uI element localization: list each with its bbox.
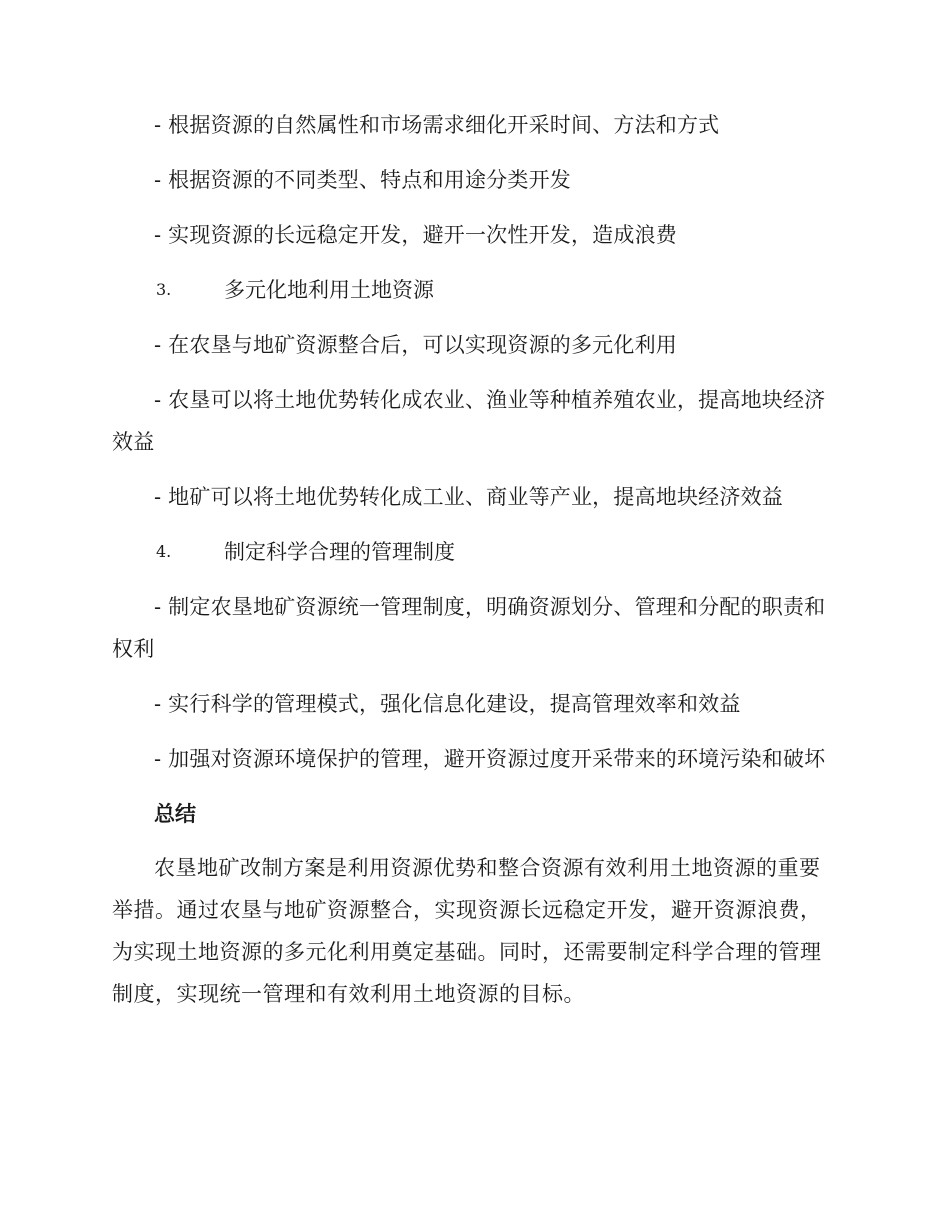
summary-heading: 总结 [154,802,196,826]
list-item: - 地矿可以将土地优势转化成工业、商业等产业，提高地块经济效益 [154,485,783,509]
document-body [112,104,830,1015]
section-heading-3 [112,269,830,311]
section-number: 4. [156,542,172,561]
list-item: - 根据资源的自然属性和市场需求细化开采时间、方法和方式 [154,113,720,137]
section-title: 制定科学合理的管理制度 [224,540,455,564]
list-item: - 加强对资源环境保护的管理，避开资源过度开采带来的环境污染和破坏 [154,747,826,771]
list-item: - 制定农垦地矿资源统一管理制度，明确资源划分、管理和分配的职责和权利 [112,595,826,661]
summary-paragraph: 农垦地矿改制方案是利用资源优势和整合资源有效利用土地资源的重要举措。通过农垦与地矿资源整合，实现资源长远稳定开发，避开资源浪费，为实现土地资源的多元化利用奠定基础。同时，还需要制定科学合理的管理制度，实现统一管理和有效利用土地资源的目标。 [112,856,822,1006]
list-item: - 实行科学的管理模式，强化信息化建设，提高管理效率和效益 [154,692,741,716]
list-item: - 农垦可以将土地优势转化成农业、渔业等种植养殖农业，提高地块经济效益 [112,388,826,454]
list-item: - 在农垦与地矿资源整合后，可以实现资源的多元化利用 [154,333,677,357]
section-number: 3. [156,280,172,299]
section-title: 多元化地利用土地资源 [224,278,434,302]
list-item: - 实现资源的长远稳定开发，避开一次性开发，造成浪费 [154,223,677,247]
section-heading-4 [112,531,830,573]
list-item: - 根据资源的不同类型、特点和用途分类开发 [154,168,571,192]
